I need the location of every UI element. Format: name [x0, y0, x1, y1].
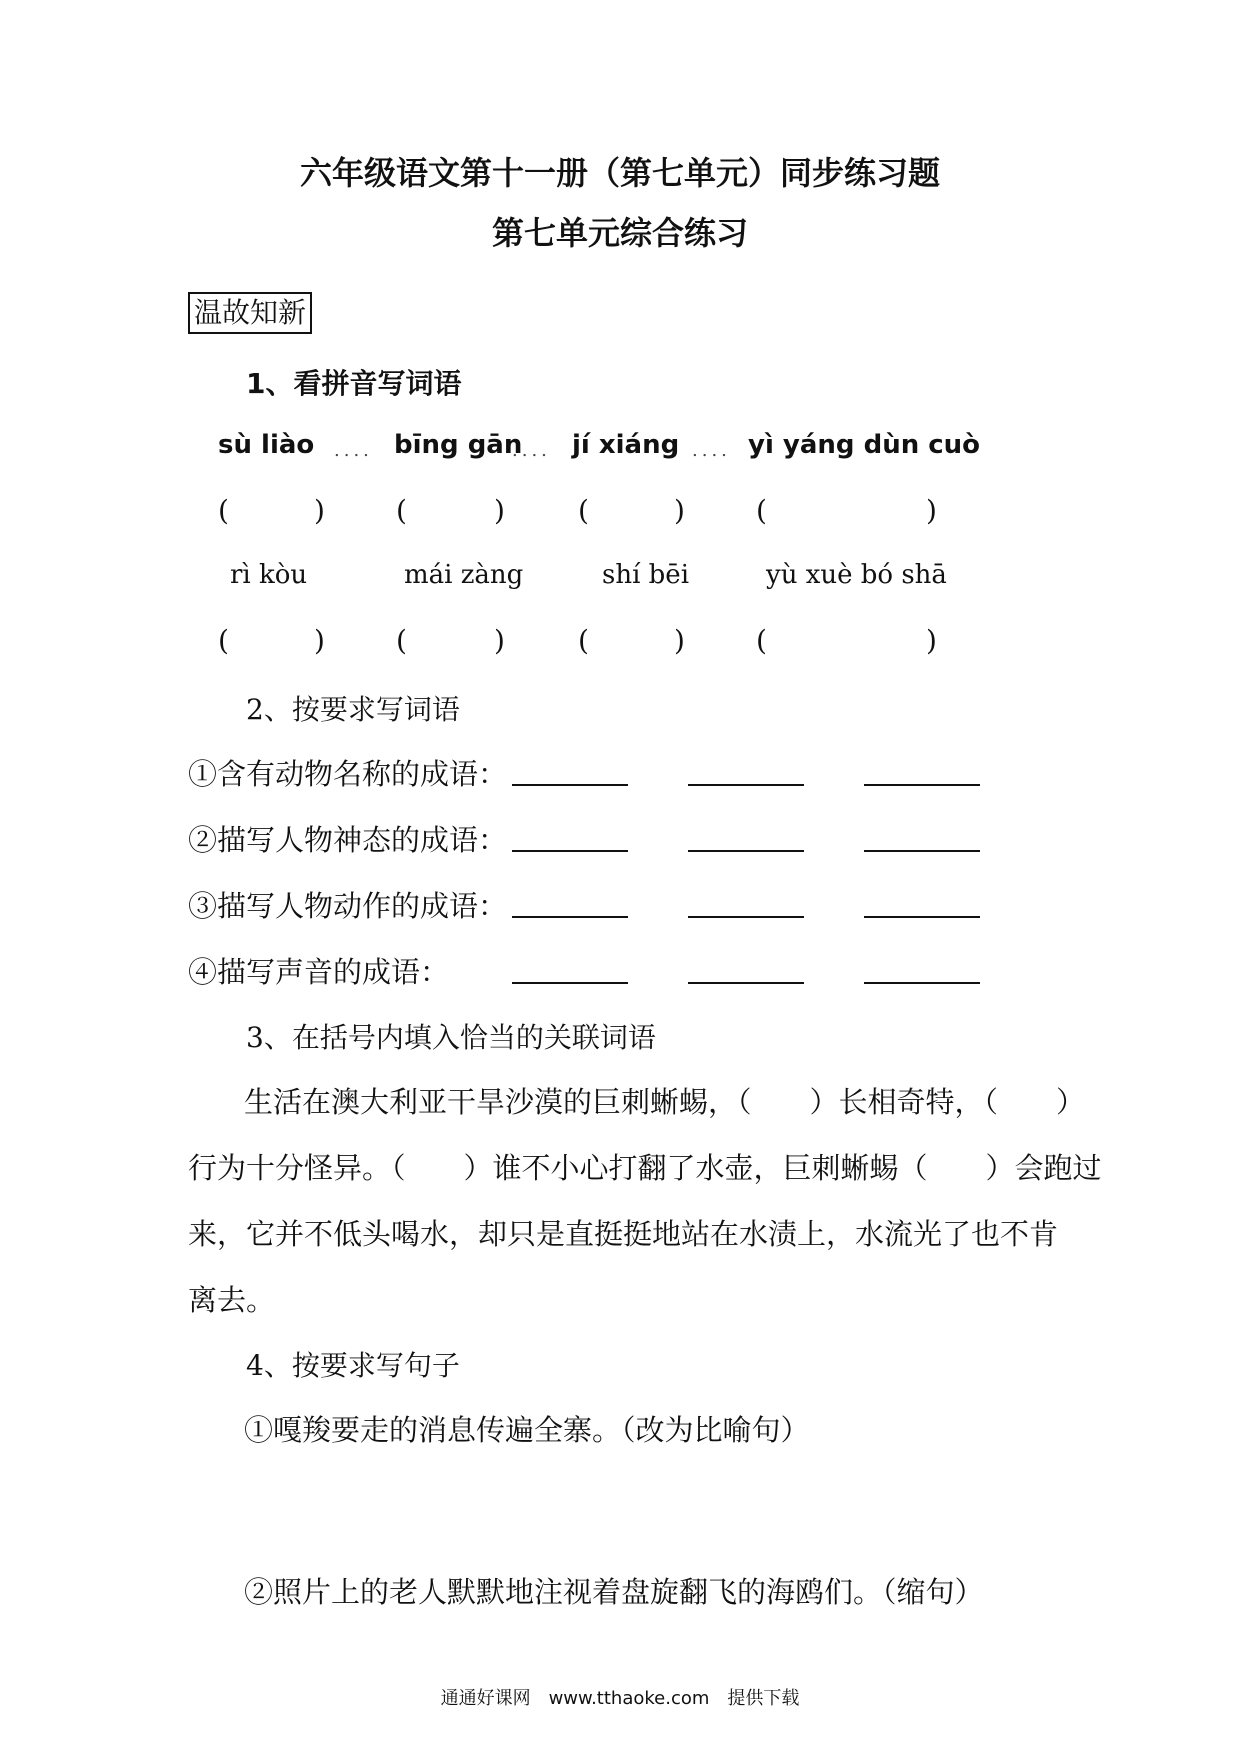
answer-blank[interactable] [512, 982, 628, 984]
answer-blank[interactable] [688, 982, 804, 984]
paren-open: ( [578, 494, 589, 527]
answer-blank[interactable] [864, 784, 980, 786]
answer-blank[interactable] [864, 916, 980, 918]
paren-open: ( [756, 494, 767, 527]
page-subtitle: 第七单元综合练习 [491, 214, 748, 252]
passage-line: 生活在澳大利亚干旱沙漠的巨刺蜥蜴，（ ）长相奇特，（ ） [244, 1085, 1086, 1119]
q4-item: ②照片上的老人默默地注视着盘旋翻飞的海鸥们。（缩句） [244, 1575, 984, 1609]
answer-blank[interactable] [688, 916, 804, 918]
answer-blank[interactable] [512, 784, 628, 786]
paren-close: ) [674, 494, 685, 527]
question-4-heading: 4、按要求写句子 [246, 1349, 460, 1382]
q2-item-label: ③描写人物动作的成语： [188, 889, 508, 923]
q4-item: ①嘎羧要走的消息传遍全寨。（改为比喻句） [244, 1413, 810, 1447]
paren-close: ) [494, 624, 505, 657]
passage-line: 离去。 [188, 1283, 276, 1317]
passage-line: 行为十分怪异。（ ）谁不小心打翻了水壶，巨刺蜥蜴（ ）会跑过 [188, 1151, 1102, 1185]
paren-close: ) [674, 624, 685, 657]
pinyin-item: shí bēi [602, 560, 690, 590]
answer-blank[interactable] [688, 784, 804, 786]
page-title: 六年级语文第十一册（第七单元）同步练习题 [299, 154, 940, 192]
paren-close: ) [314, 624, 325, 657]
paren-open: ( [756, 624, 767, 657]
footer-credit: 通通好课网 www.tthaoke.com 提供下载 [440, 1688, 800, 1709]
question-1-heading: 1、看拼音写词语 [246, 367, 462, 400]
pinyin-item: rì kòu [230, 560, 308, 590]
paren-close: ) [926, 624, 937, 657]
pinyin-item: jí xiáng [572, 430, 680, 460]
q2-item-label: ①含有动物名称的成语： [188, 757, 508, 791]
pinyin-item: sù liào [218, 430, 315, 460]
dot-leader: .... [692, 440, 731, 461]
pinyin-item: yì yáng dùn cuò [748, 430, 981, 460]
answer-blank[interactable] [864, 982, 980, 984]
dot-leader: .... [334, 440, 373, 461]
answer-blank[interactable] [864, 850, 980, 852]
paren-close: ) [314, 494, 325, 527]
paren-open: ( [218, 494, 229, 527]
dot-leader: .... [512, 440, 551, 461]
pinyin-item: bīng gān [394, 430, 523, 460]
paren-close: ) [494, 494, 505, 527]
paren-open: ( [218, 624, 229, 657]
section-label: 温故知新 [188, 292, 312, 334]
paren-open: ( [396, 624, 407, 657]
question-3-heading: 3、在括号内填入恰当的关联词语 [246, 1021, 656, 1054]
paren-open: ( [578, 624, 589, 657]
pinyin-item: yù xuè bó shā [766, 560, 947, 590]
question-2-heading: 2、按要求写词语 [246, 693, 460, 726]
q2-item-label: ②描写人物神态的成语： [188, 823, 508, 857]
passage-line: 来，它并不低头喝水，却只是直挺挺地站在水渍上，水流光了也不肯 [188, 1217, 1059, 1251]
paren-open: ( [396, 494, 407, 527]
q2-item-label: ④描写声音的成语： [188, 955, 450, 989]
paren-close: ) [926, 494, 937, 527]
pinyin-item: mái zàng [404, 560, 524, 590]
answer-blank[interactable] [512, 916, 628, 918]
answer-blank[interactable] [512, 850, 628, 852]
answer-blank[interactable] [688, 850, 804, 852]
